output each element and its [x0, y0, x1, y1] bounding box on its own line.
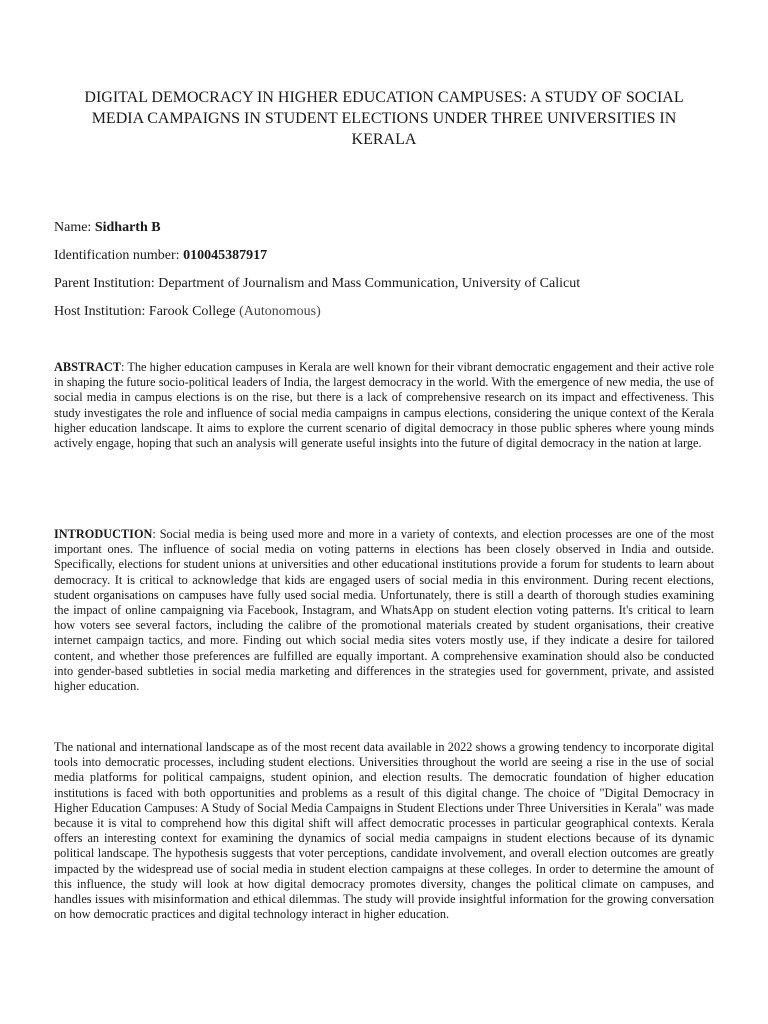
- abstract-paragraph: [54, 360, 714, 451]
- introduction-paragraph: [54, 527, 714, 694]
- host-suffix: (Autonomous): [239, 304, 321, 319]
- paper-title: DIGITAL DEMOCRACY IN HIGHER EDUCATION CAMPUSES: A STUDY OF SOCIAL MEDIA CAMPAIGNS IN STUDENT ELECTIONS UNDER THREE UNIVERSITIES IN KERALA: [84, 89, 684, 148]
- introduction-text: : Social media is being used more and more in a variety of contexts, and election processes are one of the most important ones. The influence of social media on voting patterns in elections has been closely observed in India and outside. Specifically, elections for student unions at universities and other educational institutions provide a forum for students to learn about democracy. It is critical to acknowledge that kids are engaged users of social media in this environment. During recent elections, student organisations on campuses have fully used social media. Unfortunately, there is still a dearth of thorough studies examining the impact of online campaigning via Facebook, Instagram, and WhatsApp on student election voting patterns. It's critical to learn how voters see several factors, including the calibre of the promotional materials created by student organisations, their creative internet campaign tactics, and more. Finding out which social media sites voters mostly use, if they indicate a desire for tailored content, and whether those preferences are fulfilled are equally important. A comprehensive examination should also be conducted into gender-based subtleties in social media marketing and differences in the strategies used for government, private, and assisted higher education.: [54, 527, 714, 694]
- name-value: Sidharth B: [94, 220, 161, 235]
- introduction-heading: INTRODUCTION: [54, 527, 153, 541]
- parent-value: Department of Journalism and Mass Communication, University of Calicut: [158, 276, 581, 291]
- host-institution-line: [54, 303, 714, 321]
- parent-institution-line: [54, 275, 714, 293]
- landscape-text: The national and international landscape as of the most recent data available in 2022 shows a growing tendency to incorporate digital tools into democratic processes, including student elections. Universities throughout the world are seeing a rise in the use of social media platforms for political campaigns, student opinion, and election results. The democratic foundation of higher education institutions is faced with both opportunities and problems as a result of this digital change. The choice of "Digital Democracy in Higher Education Campuses: A Study of Social Media Campaigns in Student Elections under Three Universities in Kerala" was made because it is vital to comprehend how this digital shift will affect democratic processes in particular geographical contexts. Kerala offers an interesting context for examining the dynamics of social media campaigns in student elections because of its dynamic political landscape. The hypothesis suggests that voter perceptions, candidate involvement, and overall election outcomes are greatly impacted by the widespread use of social media in student election campaigns at these colleges. In order to determine the amount of this influence, the study will look at how digital democracy promotes diversity, changes the political climate on campuses, and handles issues with misinformation and ethical dilemmas. The study will provide insightful information for the growing conversation on how democratic practices and digital technology interact in higher education.: [54, 740, 714, 922]
- name-label: Name:: [54, 220, 95, 235]
- abstract-text: : The higher education campuses in Kerala are well known for their vibrant democratic engagement and their active role in shaping the future socio-political leaders of India, the largest democracy in the world. With the emergence of new media, the use of social media in campus elections is on the rise, but there is a lack of comprehensive research on its impact and effectiveness. This study investigates the role and influence of social media campaigns in campus elections, considering the unique context of the Kerala higher education landscape. It aims to explore the current scenario of digital democracy in those public spheres where young minds actively engage, hoping that such an analysis will generate useful insights into the future of digital democracy in the nation at large.: [54, 360, 714, 451]
- identification-line: [54, 247, 714, 265]
- id-label: Identification number:: [54, 248, 184, 263]
- id-value: 010045387917: [183, 248, 268, 263]
- landscape-paragraph: [54, 740, 714, 922]
- host-label: Host Institution:: [54, 304, 149, 319]
- host-value: Farook College: [148, 304, 240, 319]
- author-name-line: [54, 219, 714, 237]
- abstract-heading: ABSTRACT: [54, 360, 121, 374]
- parent-label: Parent Institution:: [54, 276, 159, 291]
